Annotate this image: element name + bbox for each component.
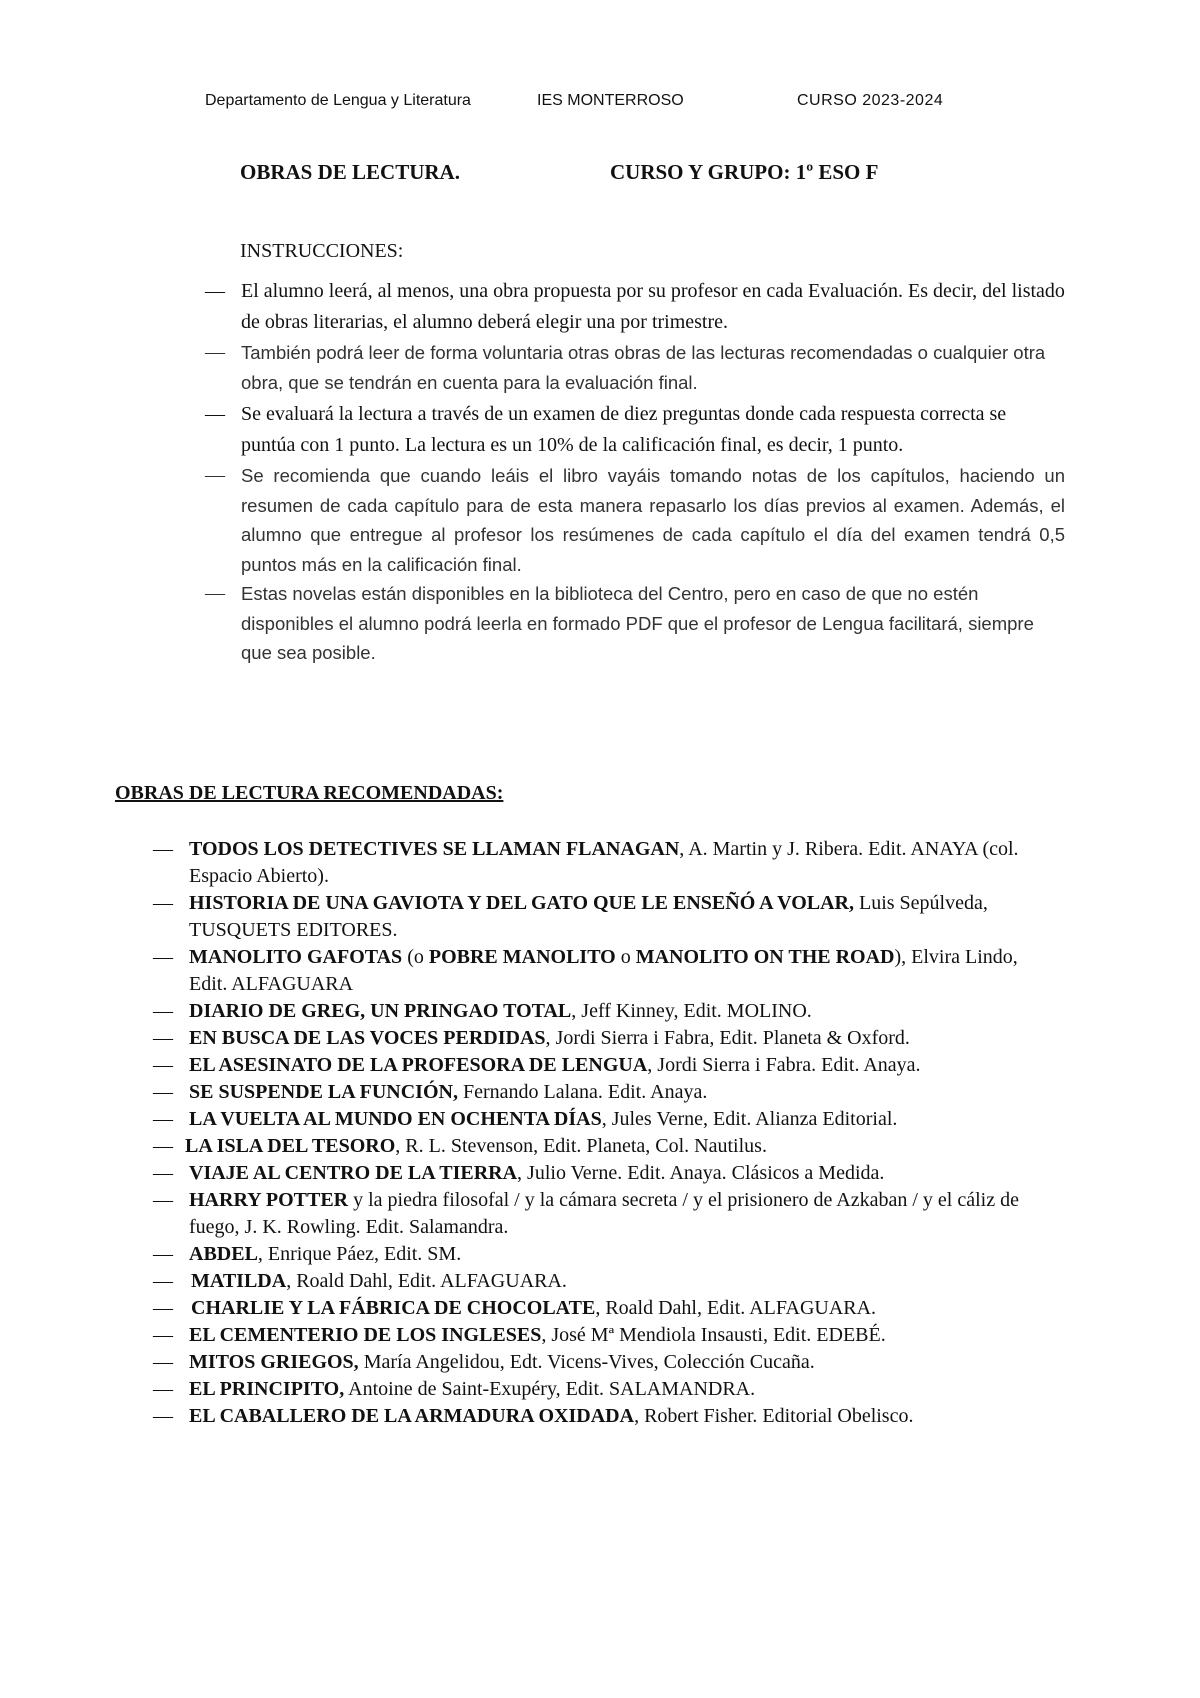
book-title: EL PRINCIPITO,	[189, 1378, 345, 1400]
book-details: y la piedra filosofal / y la cámara secreta / y el prisionero de Azkaban / y el cáliz de fuego, J. K. Rowling. Edit. Salamandra.	[189, 1189, 1019, 1238]
book-title: EL ASESINATO DE LA PROFESORA DE LENGUA	[189, 1054, 648, 1076]
dash-bullet: —	[205, 280, 225, 302]
book-details: , Jordi Sierra i Fabra. Edit. Anaya.	[647, 1054, 921, 1076]
dash-bullet: —	[153, 1378, 173, 1400]
list-item	[153, 1376, 1053, 1403]
dash-bullet: —	[153, 1162, 173, 1184]
list-item	[153, 836, 1053, 890]
course-group: CURSO Y GRUPO: 1º ESO F	[610, 160, 879, 184]
instructions-heading: INSTRUCCIONES:	[240, 240, 404, 262]
dash-bullet: —	[153, 1135, 173, 1157]
book-details: , José Mª Mendiola Insausti, Edit. EDEBÉ.	[541, 1324, 886, 1346]
dash-bullet: —	[205, 582, 225, 604]
list-item	[153, 1241, 1053, 1268]
book-title: POBRE MANOLITO	[428, 946, 616, 968]
book-details: , Enrique Páez, Edit. SM.	[257, 1243, 462, 1265]
header-school: IES MONTERROSO	[537, 92, 684, 109]
book-title: HARRY POTTER	[189, 1189, 349, 1211]
book-details: Antoine de Saint-Exupéry, Edit. SALAMANDRA.	[344, 1378, 756, 1400]
list-item	[153, 1322, 1053, 1349]
book-title: MANOLITO ON THE ROAD	[635, 946, 895, 968]
list-item	[153, 1187, 1053, 1241]
page-title: OBRAS DE LECTURA.	[240, 160, 460, 184]
book-details: Fernando Lalana. Edit. Anaya.	[457, 1081, 708, 1103]
list-item	[153, 890, 1053, 944]
book-details: , Robert Fisher. Editorial Obelisco.	[634, 1405, 914, 1427]
dash-bullet: —	[153, 1270, 173, 1292]
dash-bullet: —	[153, 946, 173, 968]
book-title: LA VUELTA AL MUNDO EN OCHENTA DÍAS	[189, 1108, 602, 1130]
instructions-list	[205, 276, 1065, 668]
list-item	[153, 1268, 1053, 1295]
dash-bullet: —	[153, 1243, 173, 1265]
dash-bullet: —	[153, 1405, 173, 1427]
dash-bullet: —	[153, 1351, 173, 1373]
dash-bullet: —	[153, 1054, 173, 1076]
instruction-text: También podrá leer de forma voluntaria otras obras de las lecturas recomendadas o cualquier otra obra, que se tendrán en cuenta para la evaluación final.	[241, 342, 1046, 393]
book-details: o	[615, 946, 636, 968]
dash-bullet: —	[153, 1027, 173, 1049]
dash-bullet: —	[153, 1189, 173, 1211]
list-item	[153, 1295, 1053, 1322]
book-title: MATILDA	[191, 1270, 287, 1292]
dash-bullet: —	[205, 403, 225, 425]
instruction-item	[205, 338, 1065, 397]
instruction-text: Estas novelas están disponibles en la biblioteca del Centro, pero en caso de que no estén disponibles el alumno podrá leerla en formado PDF que el profesor de Lengua facilitará, siempre que sea posible.	[241, 583, 1034, 663]
book-title: ABDEL	[189, 1243, 258, 1265]
book-title: EL CABALLERO DE LA ARMADURA OXIDADA	[189, 1405, 635, 1427]
header-course: CURSO 2023-2024	[797, 92, 944, 109]
book-details: , R. L. Stevenson, Edit. Planeta, Col. Nautilus.	[395, 1135, 767, 1157]
book-details: , Julio Verne. Edit. Anaya. Clásicos a Medida.	[517, 1162, 885, 1184]
dash-bullet: —	[153, 838, 173, 860]
dash-bullet: —	[153, 1297, 173, 1319]
list-item	[153, 1106, 1053, 1133]
book-list	[153, 836, 1053, 1430]
book-details: Luis Sepúlveda, TUSQUETS EDITORES.	[189, 892, 988, 941]
dash-bullet: —	[153, 1108, 173, 1130]
dash-bullet: —	[205, 464, 225, 486]
list-item	[153, 1160, 1053, 1187]
dash-bullet: —	[153, 1324, 173, 1346]
list-item	[153, 1079, 1053, 1106]
book-details: , Roald Dahl, Edit. ALFAGUARA.	[595, 1297, 877, 1319]
book-title: EN BUSCA DE LAS VOCES PERDIDAS	[189, 1027, 546, 1049]
dash-bullet: —	[153, 892, 173, 914]
list-item	[153, 1349, 1053, 1376]
dash-bullet: —	[205, 341, 225, 363]
list-item	[153, 1403, 1053, 1430]
book-details: , Jordi Sierra i Fabra, Edit. Planeta & Oxford.	[545, 1027, 910, 1049]
instruction-item	[205, 399, 1065, 461]
book-title: MITOS GRIEGOS,	[189, 1351, 359, 1373]
book-details: (o	[402, 946, 429, 968]
book-details: , Jules Verne, Edit. Alianza Editorial.	[601, 1108, 898, 1130]
book-details: , Roald Dahl, Edit. ALFAGUARA.	[286, 1270, 567, 1292]
dash-bullet: —	[153, 1081, 173, 1103]
book-details: ), Elvira Lindo, Edit. ALFAGUARA	[189, 946, 1018, 995]
book-details: María Angelidou, Edt. Vicens-Vives, Colección Cucaña.	[358, 1351, 815, 1373]
book-title: VIAJE AL CENTRO DE LA TIERRA	[189, 1162, 518, 1184]
list-item	[153, 1025, 1053, 1052]
instruction-item	[205, 579, 1065, 668]
instruction-item	[205, 276, 1065, 338]
header-department: Departamento de Lengua y Literatura	[205, 92, 471, 109]
instruction-text: El alumno leerá, al menos, una obra propuesta por su profesor en cada Evaluación. Es decir, del listado de obras literarias, el alumno deberá elegir una por trimestre.	[241, 280, 1065, 333]
instruction-text: Se recomienda que cuando leáis el libro vayáis tomando notas de los capítulos, haciendo un resumen de cada capítulo para de esta manera repasarlo los días previos al examen. Además, el alumno que entregue al profesor los resúmenes de cada capítulo el día del examen tendrá 0,5 puntos más en la calificación final.	[241, 465, 1065, 575]
book-title: DIARIO DE GREG, UN PRINGAO TOTAL	[189, 1000, 572, 1022]
list-item	[153, 1052, 1053, 1079]
book-title: SE SUSPENDE LA FUNCIÓN,	[189, 1081, 458, 1103]
instruction-text: Se evaluará la lectura a través de un examen de diez preguntas donde cada respuesta correcta se puntúa con 1 punto. La lectura es un 10% de la calificación final, es decir, 1 punto.	[241, 403, 1007, 456]
book-title: LA ISLA DEL TESORO	[185, 1135, 396, 1157]
book-details: , Jeff Kinney, Edit. MOLINO.	[571, 1000, 812, 1022]
list-item	[153, 998, 1053, 1025]
list-item	[153, 944, 1053, 998]
dash-bullet: —	[153, 1000, 173, 1022]
book-title: TODOS LOS DETECTIVES SE LLAMAN FLANAGAN	[189, 838, 680, 860]
book-title: MANOLITO GAFOTAS	[189, 946, 403, 968]
book-title: EL CEMENTERIO DE LOS INGLESES	[189, 1324, 542, 1346]
recommended-heading: OBRAS DE LECTURA RECOMENDADAS:	[115, 782, 504, 804]
instruction-item	[205, 461, 1065, 579]
book-title: CHARLIE Y LA FÁBRICA DE CHOCOLATE	[191, 1297, 596, 1319]
list-item	[153, 1133, 1053, 1160]
book-details: , A. Martin y J. Ribera. Edit. ANAYA (col. Espacio Abierto).	[189, 838, 1019, 887]
book-title: HISTORIA DE UNA GAVIOTA Y DEL GATO QUE LE ENSEÑÓ A VOLAR,	[189, 892, 854, 914]
